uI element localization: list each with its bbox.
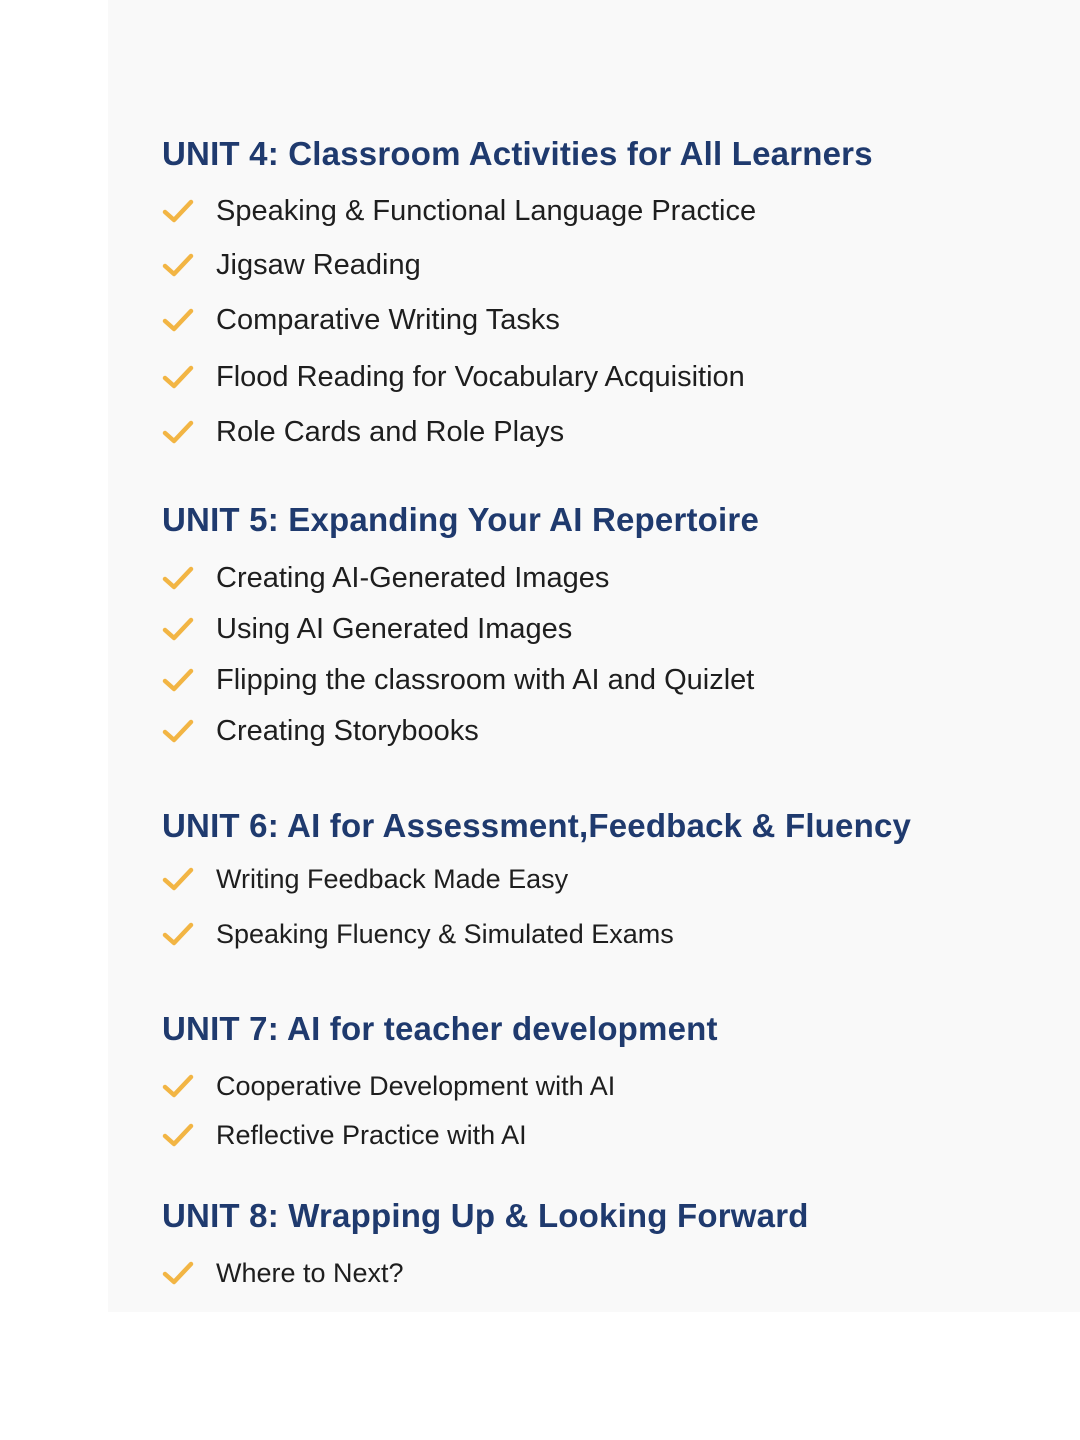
item-label: Flood Reading for Vocabulary Acquisition [216,360,745,393]
unit-6-item-2 [162,914,674,954]
item-label: Comparative Writing Tasks [216,303,560,336]
unit-4-item-2 [162,245,421,285]
unit-4-item-1 [162,191,756,231]
checkmark-icon [162,197,194,225]
item-label: Writing Feedback Made Easy [216,863,569,894]
checkmark-icon [162,717,194,745]
checkmark-icon [162,920,194,948]
unit-4-item-3 [162,300,560,340]
checkmark-icon [162,251,194,279]
checkmark-icon [162,865,194,893]
unit-5-item-1 [162,558,609,598]
item-label: Speaking Fluency & Simulated Exams [216,918,674,949]
unit-4-item-4 [162,357,745,397]
unit-8-item-1 [162,1253,404,1293]
checkmark-icon [162,1072,194,1100]
unit-5-item-4 [162,711,479,751]
checkmark-icon [162,306,194,334]
unit-7-item-2 [162,1115,527,1155]
unit-5-heading: UNIT 5: Expanding Your AI Repertoire [162,501,759,538]
item-label: Flipping the classroom with AI and Quizlet [216,663,755,696]
item-label: Using AI Generated Images [216,612,573,645]
item-label: Where to Next? [216,1257,404,1288]
item-label: Role Cards and Role Plays [216,415,565,448]
unit-8-heading: UNIT 8: Wrapping Up & Looking Forward [162,1197,809,1234]
item-label: Cooperative Development with AI [216,1070,616,1101]
checkmark-icon [162,666,194,694]
unit-6-heading: UNIT 6: AI for Assessment,Feedback & Fluency [162,807,912,844]
item-label: Reflective Practice with AI [216,1119,527,1150]
item-label: Jigsaw Reading [216,248,421,281]
unit-4-item-5 [162,412,564,452]
unit-4-heading: UNIT 4: Classroom Activities for All Learners [162,135,873,172]
unit-5-item-3 [162,660,754,700]
unit-7-item-1 [162,1066,615,1106]
checkmark-icon [162,564,194,592]
checkmark-icon [162,1121,194,1149]
item-label: Creating AI-Generated Images [216,561,610,594]
item-label: Creating Storybooks [216,714,479,747]
checkmark-icon [162,363,194,391]
unit-6-item-1 [162,859,568,899]
checkmark-icon [162,418,194,446]
item-label: Speaking & Functional Language Practice [216,194,757,227]
checkmark-icon [162,1259,194,1287]
unit-7-heading: UNIT 7: AI for teacher development [162,1010,718,1047]
unit-5-item-2 [162,609,572,649]
checkmark-icon [162,615,194,643]
